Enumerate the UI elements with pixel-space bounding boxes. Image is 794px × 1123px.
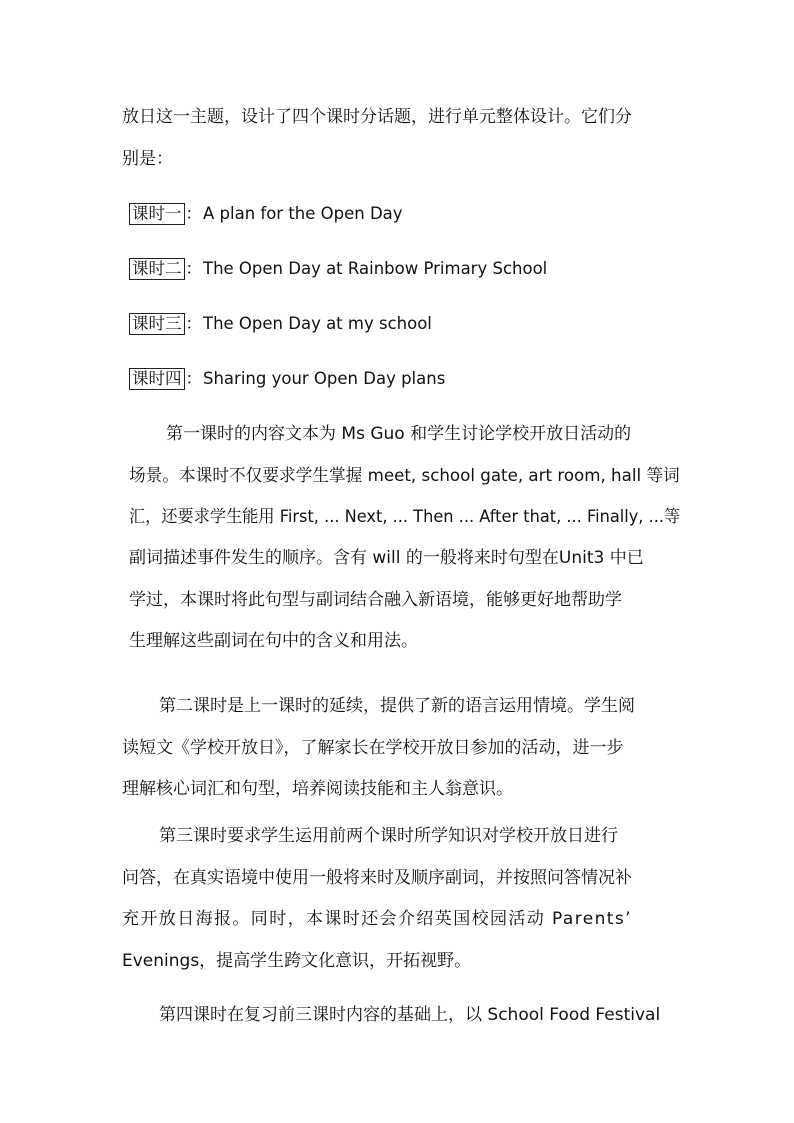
lesson-title: Sharing your Open Day plans	[203, 369, 446, 388]
lesson-item-4	[129, 368, 445, 390]
paragraph-4-line-1: 第四课时在复习前三课时内容的基础上，以 School Food Festival	[159, 1005, 661, 1025]
paragraph-1-line-5: 学过，本课时将此句型与副词结合融入新语境，能够更好地帮助学	[129, 590, 622, 610]
paragraph-2-line-2: 读短文《学校开放日》，了解家长在学校开放日参加的活动，进一步	[122, 738, 624, 758]
paragraph-3-line-3: 充开放日海报。同时，本课时还会介绍英国校园活动 Parents’	[122, 909, 632, 929]
lesson-tag: 课时三	[129, 313, 185, 335]
lesson-tag: 课时四	[129, 368, 185, 390]
paragraph-1-line-1: 第一课时的内容文本为 Ms Guo 和学生讨论学校开放日活动的	[166, 424, 632, 444]
paragraph-3-line-1: 第三课时要求学生运用前两个课时所学知识对学校开放日进行	[159, 826, 618, 846]
lesson-title: The Open Day at Rainbow Primary School	[203, 259, 548, 278]
lesson-item-1	[129, 203, 403, 225]
lesson-item-2	[129, 258, 547, 280]
lesson-colon: ：	[185, 314, 202, 333]
lesson-colon: ：	[185, 259, 202, 278]
lesson-item-3	[129, 313, 432, 335]
lesson-colon: ：	[185, 204, 202, 223]
paragraph-1-line-2: 场景。本课时不仅要求学生掌握 meet, school gate, art room, hall 等词	[129, 466, 680, 486]
lesson-colon: ：	[185, 369, 202, 388]
lesson-title: The Open Day at my school	[203, 314, 432, 333]
paragraph-1-line-4: 副词描述事件发生的顺序。含有 will 的一般将来时句型在Unit3 中已	[129, 548, 644, 568]
intro-line-2: 别是：	[122, 149, 173, 169]
paragraph-3-line-2: 问答，在真实语境中使用一般将来时及顺序副词，并按照问答情况补	[122, 868, 632, 888]
paragraph-3-line-4: Evenings，提高学生跨文化意识，开拓视野。	[122, 951, 472, 971]
paragraph-1-line-6: 生理解这些副词在句中的含义和用法。	[129, 631, 418, 651]
paragraph-2-line-1: 第二课时是上一课时的延续，提供了新的语言运用情境。学生阅	[159, 696, 635, 716]
paragraph-2-line-3: 理解核心词汇和句型，培养阅读技能和主人翁意识。	[122, 779, 513, 799]
lesson-title: A plan for the Open Day	[203, 204, 403, 223]
paragraph-1-line-3: 汇，还要求学生能用 First, ... Next, ... Then ... After that, ... Finally, ...等	[129, 507, 681, 527]
lesson-tag: 课时一	[129, 203, 185, 225]
lesson-tag: 课时二	[129, 258, 185, 280]
intro-line-1: 放日这一主题，设计了四个课时分话题，进行单元整体设计。它们分	[122, 107, 632, 127]
